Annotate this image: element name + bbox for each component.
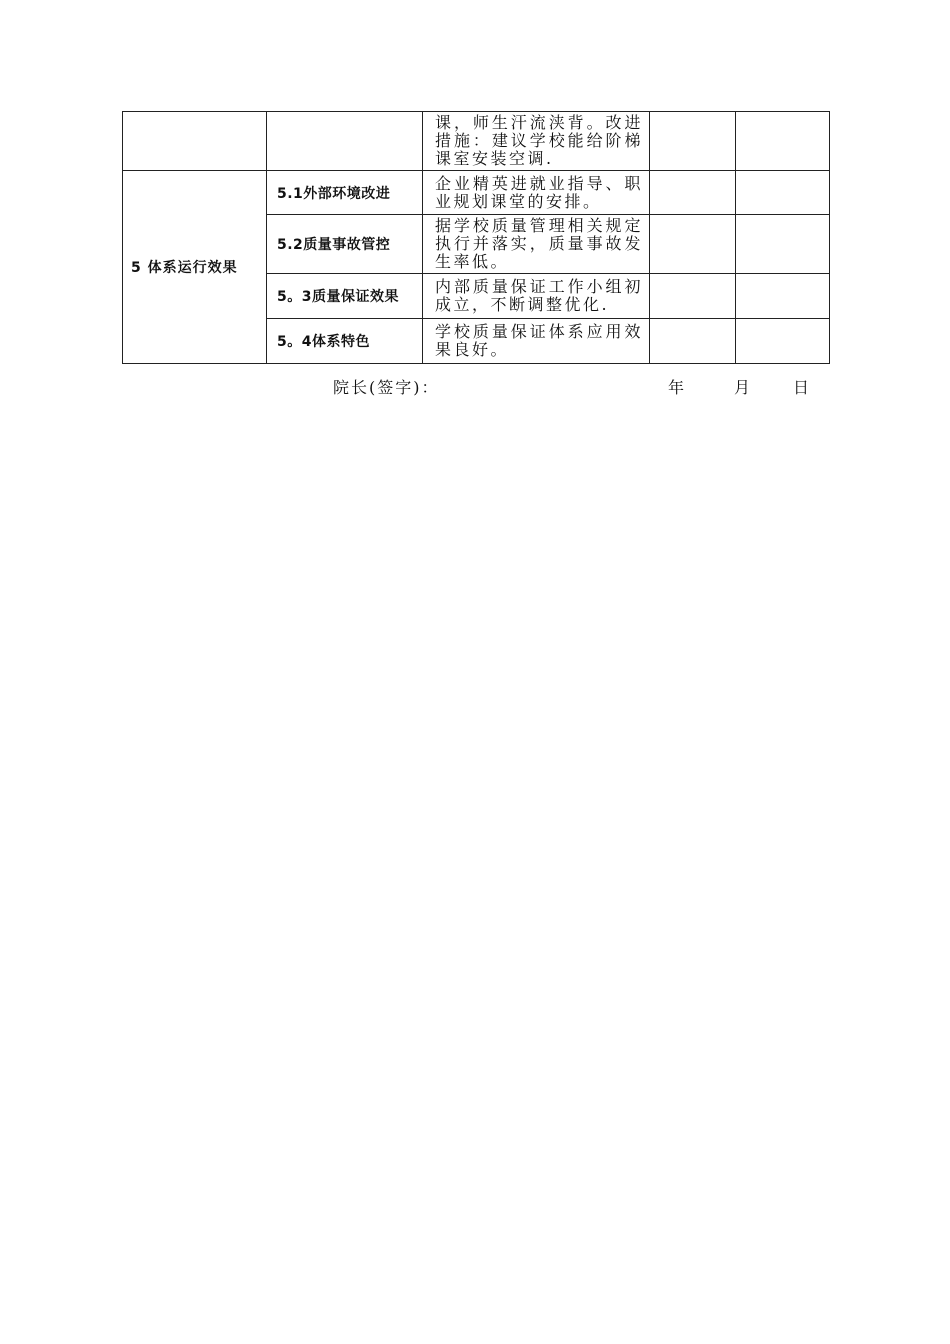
signature-label: 院长(签字)： bbox=[333, 378, 440, 397]
description-cell: 课，师生汗流浃背。改进措施：建议学校能给阶梯课室安装空调. bbox=[423, 112, 650, 171]
remark-cell bbox=[736, 215, 830, 274]
subitem-cell: 5。4体系特色 bbox=[267, 319, 423, 364]
score-cell bbox=[650, 171, 736, 215]
remark-cell bbox=[736, 112, 830, 171]
table-row bbox=[123, 171, 830, 215]
description-cell: 内部质量保证工作小组初成立，不断调整优化. bbox=[423, 274, 650, 319]
signature-line bbox=[0, 375, 950, 399]
score-cell bbox=[650, 112, 736, 171]
description-cell: 学校质量保证体系应用效果良好。 bbox=[423, 319, 650, 364]
subitem-cell: 5.2质量事故管控 bbox=[267, 215, 423, 274]
remark-cell bbox=[736, 171, 830, 215]
score-cell bbox=[650, 319, 736, 364]
remark-cell bbox=[736, 274, 830, 319]
category-cell-continued bbox=[123, 112, 267, 171]
date-day-label: 日 bbox=[793, 378, 810, 397]
subitem-cell: 5。3质量保证效果 bbox=[267, 274, 423, 319]
score-cell bbox=[650, 215, 736, 274]
description-cell: 据学校质量管理相关规定执行并落实，质量事故发生率低。 bbox=[423, 215, 650, 274]
table-row bbox=[123, 112, 830, 171]
subitem-cell-continued bbox=[267, 112, 423, 171]
date-month-label: 月 bbox=[734, 378, 751, 397]
category-cell: 5 体系运行效果 bbox=[123, 171, 267, 364]
score-cell bbox=[650, 274, 736, 319]
date-year-label: 年 bbox=[668, 378, 685, 397]
subitem-cell: 5.1外部环境改进 bbox=[267, 171, 423, 215]
evaluation-table bbox=[122, 111, 830, 364]
description-cell: 企业精英进就业指导、职业规划课堂的安排。 bbox=[423, 171, 650, 215]
remark-cell bbox=[736, 319, 830, 364]
